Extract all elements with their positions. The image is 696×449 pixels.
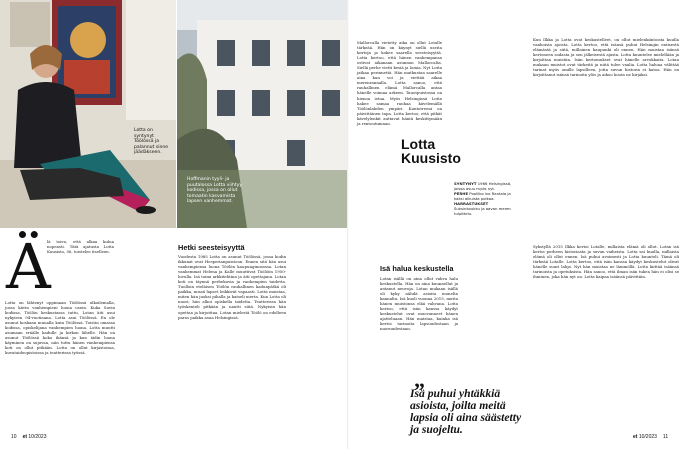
page-number-left: 10 bbox=[11, 434, 17, 440]
subheading-right: Isä halua keskustella bbox=[380, 264, 454, 273]
quote-mark-icon: „ bbox=[414, 367, 425, 392]
pull-quote: Isä puhui yhtäkkiä asioista, joilta meitä lapsia oli aina säästetty ja suojeltu. bbox=[410, 387, 522, 436]
profile-box-title: Lotta Kuusisto bbox=[401, 136, 461, 166]
body-paragraph: Vuodesta 1985 Lotta on asunut Töölössä, jossa kodin ikkunat ovat Hesperianpuistoon. Ennen sitä hän asui vanhempiensa luona Töölön kaupunginosassa. Lotan vanhemmat Helena ja Kalle muuttivat Töölöön 1950-luvulla. Isä toimi arkkitehtina ja äiti opettajana. Lotan koti on täynnä perhekuvia ja vanhempien taidetta. Tuolloin eteläisen Töölön rauhallinen kadunpätkä oli paikka, missä lapset leikkivät vapaasti. Lotta muistaa, miten hän juoksi pihalla ja katseli merta. Kun Lotta oli nuori, hän alkoi opiskella taidetta. Teatterissa hän työskenteli pitkään ja nautti siitä. Nykyisin hän opettaa ja kirjoittaa. Lotan mielestä Töölö on edelleen paras paikka asua Helsingissä. bbox=[178, 254, 286, 320]
magazine-name-left: et bbox=[22, 434, 28, 440]
spread-gutter bbox=[347, 0, 349, 449]
profile-label-hobbies: HARRASTUKSET bbox=[454, 201, 489, 206]
footer-left bbox=[11, 434, 46, 440]
right-column-c bbox=[533, 37, 679, 77]
profile-box bbox=[454, 181, 512, 216]
profile-family: Poolilko ivo Rantala ja kaksi aikuista poikaa. bbox=[454, 191, 511, 201]
right-column-b bbox=[380, 276, 458, 332]
profile-born: 1966 Helsingissä, joissa asuu myös nyt. bbox=[454, 181, 512, 191]
building-caption: Hoffmanin tyyli- ja puutalossa Lotta viihtyy kodissa, jossa on ollut tomaatin kasvamista lapsen vanhemmat. bbox=[187, 177, 243, 205]
issue-right: 10/2023 bbox=[638, 434, 657, 440]
right-column-d bbox=[533, 244, 679, 279]
profile-label-born: SYNTYNYT bbox=[454, 181, 477, 186]
left-column-c bbox=[178, 254, 286, 320]
intro-column-a bbox=[47, 239, 114, 254]
portrait-caption: Lotta on syntynyt Töölössä ja palannut sinne jäädäkseen. bbox=[134, 128, 169, 156]
body-paragraph: Sykstyllä 2015 Ilkka kertoi Lotalle, millaista elämä oli ollut. Lotan isä kertoi perheen historiasta ja suvun vaiheista. Lotta sai kuulla, millaista elämä oli ollut ennen. Isä puhui avoimesti ja Lotta kuunteli. Tämä oli tärkeää Lotalle. Lotta kertoo, että isän kanssa käydyt keskustelut olivat hänelle suuri lahja. Nyt hän muistaa ne lämmöllä. Lotta kiittää isäänsä tarinoista ja opetuksista. Hän sanoo, että ilman isän tukea hän ei olisi se ihminen, joka hän nyt on. Lotta kaipaa isäänsä päivittäin. bbox=[533, 244, 679, 280]
issue-left: 10/2023 bbox=[28, 434, 47, 440]
intro-column-b bbox=[5, 300, 115, 356]
body-paragraph: Lotta on lähtenyt oppimaan Töölössä ulkoilemalla, jossa kävin vanhempieni luona usein. Kuka Suvin kodissa, Töölön keskustassa tuttu, Lotan äiti asui nykyisen 94-vuotiaana. Lotta asui Töölössä. En ole asunut koskaan muualla kuin Töölössä. Toistin omassa kodissa, opiskelijana vanhempien luona. Lotta muutti asumaan eräälle kadulle ja kirkon lähelle. Hän on asunut Töölössä koko ikänsä ja kun äidin luona käyminen on sujuvaa, niin tuttu hänen vanhempiensa koti on ollut pitkään. Lotta on ollut kirjastoissa, kuvataideopistoissa ja teatterissa työssä. bbox=[5, 300, 115, 356]
portrait-illustration bbox=[0, 0, 176, 228]
drop-cap: Ä bbox=[6, 230, 51, 303]
intro-paragraph: lä toivo, että alkaa kulua nopeasti. Tätä ajatusta Lotta Kuusisto, 56, toistelee itselleen. bbox=[47, 239, 114, 255]
portrait-photo bbox=[0, 0, 176, 228]
magazine-name-right: et bbox=[633, 434, 638, 440]
footer-right bbox=[633, 434, 668, 440]
body-paragraph: Kun Ilkka ja Lotta ovat keskustelleet, on ollut mielenkiintoista kuulla vanhoista ajoista. Lotta kertoo, että isänsä puhui Helsingin entisestä elämästä ja siitä, millainen kaupunki oli ennen. Hän muistaa isänsä kertoneen sodasta ja sen jälkeisestä ajasta. Lotta kuuntelee mielellään ja kirjoittaa muistiin. Isän kertomukset ovat hänelle arvokkaita. Lotan mukaan muistot ovat tärkeitä ja niitä tulee vaalia. Lotta haluaa välittää tarinat myös omille lapsilleen, jotta suvun historia ei katoa. Hän on kirjoittanut isänsä tarinoita ylös ja aikoo koota ne kirjaksi. bbox=[533, 37, 679, 78]
page-number-right: 11 bbox=[662, 434, 669, 440]
profile-hobbies: Suksinkoukku ja aavan meren tulpittelu. bbox=[454, 206, 511, 216]
body-paragraph: Lotan isällä on aina ollut vahva halu keskustella. Hän on aina kuunnellut ja antanut neuvoja. Lotan mukaan isällä oli kyky nähdä asioita monelta kannalta. Isä kuoli vuonna 2015, mutta hänen muistonsa elää vahvana. Lotta kertoo, että isän kanssa käydyt keskustelut ovat muovanneet hänen ajatteluaan. Hän muistaa, kuinka isä kertoi tarinoita lapsuudestaan ja nuoruudestaan. bbox=[380, 276, 458, 332]
profile-label-family: PERHE bbox=[454, 191, 469, 196]
body-paragraph: Mallorcalla vietetty aika on ollut Lotalle tärkeää. Hän on käynyt siellä useita kertoja ja kokee saarella seesteisyyttä. Lotta kertoo, että hänen vanhempansa ostivat aikanaan asunnon Mallorcalta. Siellä perhe vietti kesiä ja lomia. Nyt Lotta jatkaa perinnettä. Hän matkustaa saarelle aina kun voi ja viettää aikaa merenrannalla. Lotta sanoo, että rauhallinen elämä Mallorcalla antaa hänelle voimaa arkeen. Tauotpuistossa on hienoa istua. Myös Helsingissä Lotta hakee samaa rauhaa kävelemällä Töölönlahden ympäri. Kuntotreeni on päivittäinen tapa. Lotta kertoo, että pitkät kävelylenkit auttavat häntä keskittymään ja rentoutumaan. bbox=[357, 40, 442, 126]
right-column-a bbox=[357, 40, 442, 126]
subheading-left: Hetki seesteisyyttä bbox=[178, 243, 245, 252]
